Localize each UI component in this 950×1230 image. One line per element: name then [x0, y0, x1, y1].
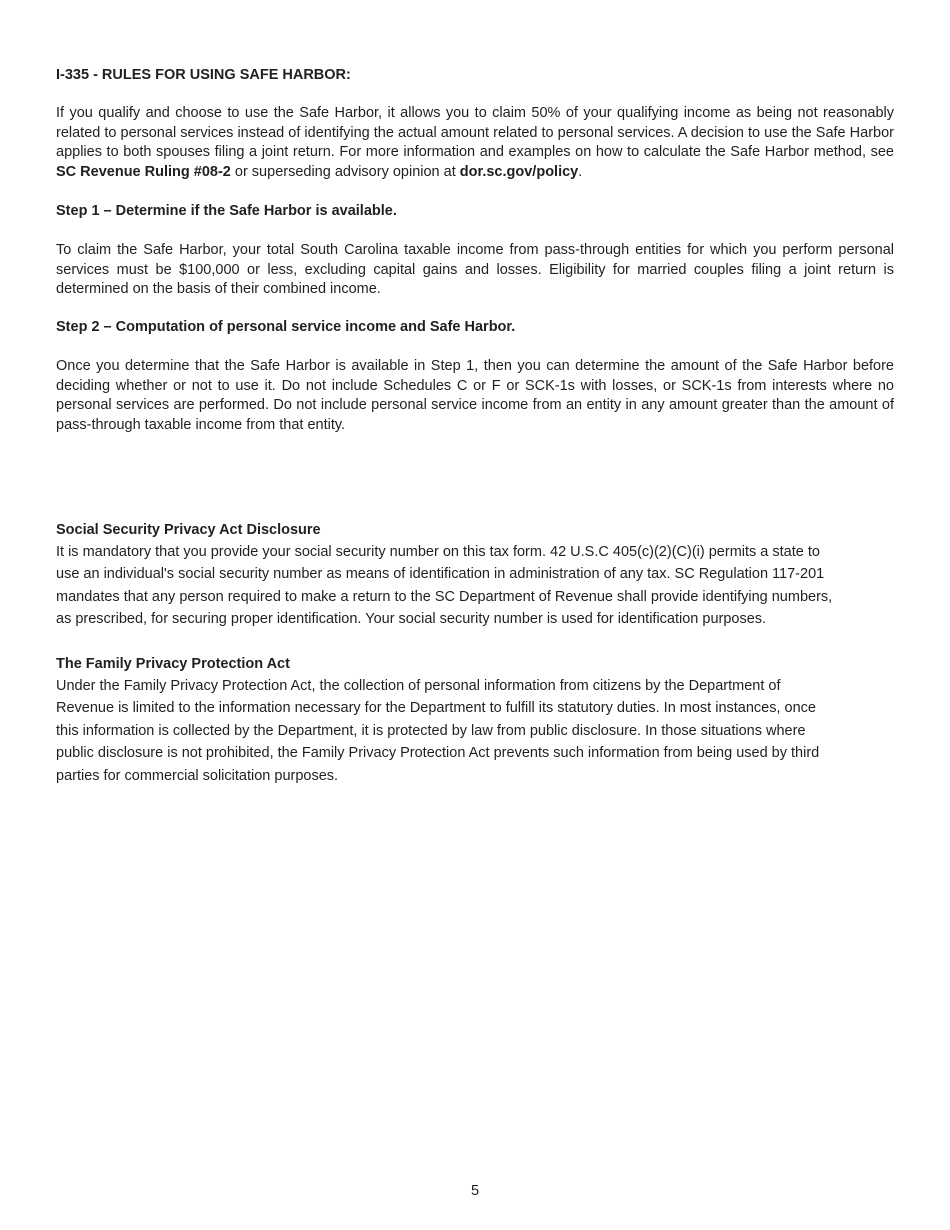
ssn-disclosure-line: mandates that any person required to make a return to the SC Department of Revenue shall provide identifying numbers, [56, 588, 833, 605]
step2-body: Once you determine that the Safe Harbor is available in Step 1, then you can determine the amount of the Safe Harbor before deciding whether or not to use it. Do not include Schedules C or F or SCK-1s with losses, or SCK-1s from interests where no personal services are performed. Do not include personal service income from an entity in any amount greater than the amount of pass-through taxable income from that entity. [56, 358, 894, 433]
step1-heading: Step 1 – Determine if the Safe Harbor is available. [56, 203, 397, 219]
ssn-disclosure-line: It is mandatory that you provide your social security number on this tax form. 42 U.S.C 405(c)(2)(C)(i) permits a state to [56, 544, 820, 560]
document-title: I-335 - RULES FOR USING SAFE HARBOR: [56, 67, 351, 83]
revenue-ruling-reference: SC Revenue Ruling #08-2 [56, 163, 231, 180]
family-privacy-line: Under the Family Privacy Protection Act, the collection of personal information from citizens by the Department of [56, 678, 781, 694]
family-privacy-body [56, 675, 894, 787]
step2-heading: Step 2 – Computation of personal service income and Safe Harbor. [56, 319, 516, 335]
ssn-disclosure-heading: Social Security Privacy Act Disclosure [56, 522, 321, 538]
intro-text-end: . [578, 163, 583, 180]
policy-website: dor.sc.gov/policy [459, 163, 579, 180]
ssn-disclosure-body [56, 541, 894, 631]
page-number: 5 [470, 1183, 480, 1199]
intro-text: If you qualify and choose to use the Safe Harbor, it allows you to claim 50% of your qualifying income as being not reasonably related to personal services instead of identifying the actual amount related to personal services. A decision to use the Safe Harbor applies to both spouses filing a joint return. For more information and examples on how to calculate the Safe Harbor method, see [56, 105, 894, 161]
ssn-disclosure-line: use an individual's social security number as means of identification in administration of any tax. SC Regulation 117-201 [56, 566, 825, 583]
family-privacy-line: public disclosure is not prohibited, the Family Privacy Protection Act prevents such information from being used by third [56, 745, 820, 762]
family-privacy-line: this information is collected by the Department, it is protected by law from public disclosure. In those situations where [56, 722, 806, 739]
intro-text-between: or superseding advisory opinion at [230, 163, 460, 180]
family-privacy-heading: The Family Privacy Protection Act [56, 656, 290, 672]
ssn-disclosure-line: as prescribed, for securing proper identification. Your social security number is used for identification purposes. [56, 611, 767, 628]
intro-paragraph [56, 104, 894, 182]
family-privacy-line: parties for commercial solicitation purposes. [56, 767, 339, 784]
family-privacy-line: Revenue is limited to the information necessary for the Department to fulfill its statutory duties. In most instances, once [56, 700, 816, 717]
step1-body: To claim the Safe Harbor, your total South Carolina taxable income from pass-through entities for which you perform personal services must be $100,000 or less, excluding capital gains and losses. Eligibility for married couples filing a joint return is determined on the basis of their combined income. [56, 242, 894, 298]
